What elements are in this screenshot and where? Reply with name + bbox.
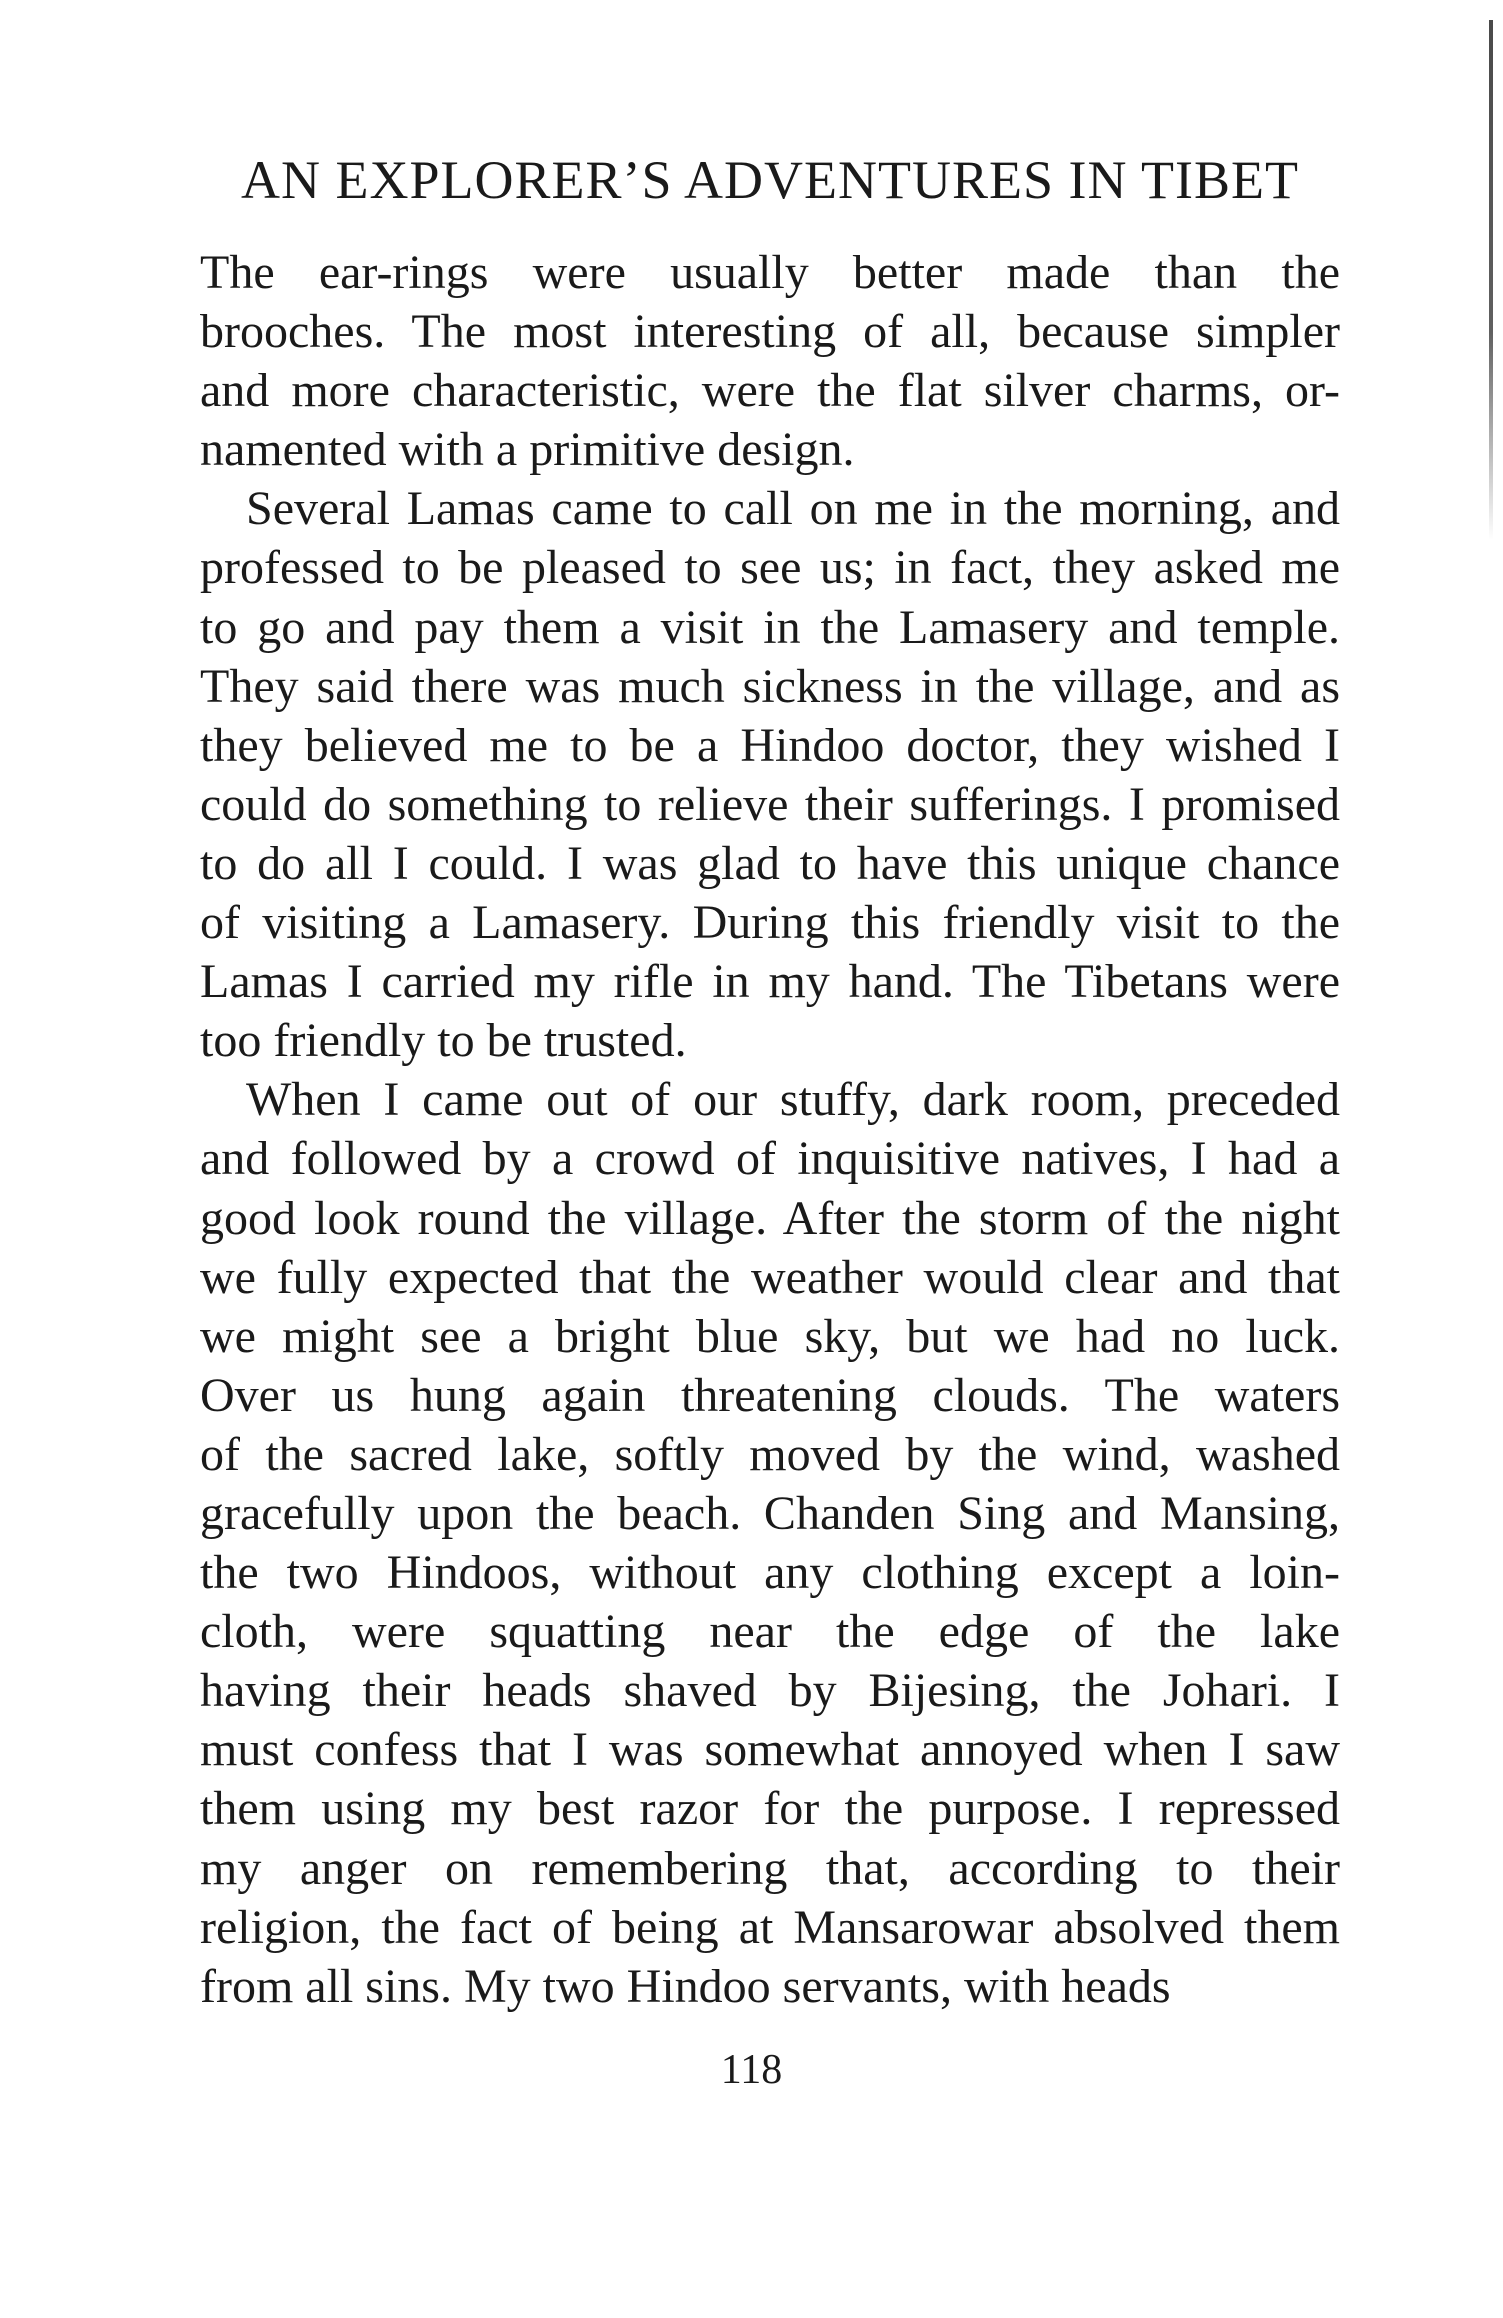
text-line: we might see a bright blue sky, but we had no luck. [200,1309,1340,1363]
page-edge-shadow [1489,20,1493,540]
text-line: Several Lamas came to call on me in the morning, and [246,482,1340,536]
text-line: they believed me to be a Hindoo doctor, they wished I [200,718,1340,772]
text-line: gracefully upon the beach. Chanden Sing and Mansing, [200,1486,1340,1540]
text-line: the two Hindoos, without any clothing except a loin- [200,1546,1340,1600]
text-line: of the sacred lake, softly moved by the wind, washed [200,1427,1340,1481]
text-line: When I came out of our stuffy, dark room, preceded [246,1073,1340,1127]
text-line: namented with a primitive design. [200,423,855,477]
text-line: of visiting a Lamasery. During this friendly visit to the [200,896,1340,950]
paragraph [200,1070,1340,2016]
text-line: brooches. The most interesting of all, because simpler [200,305,1340,359]
text-line: and more characteristic, were the flat silver charms, or- [200,364,1340,418]
text-line: They said there was much sickness in the village, and as [200,659,1340,713]
running-head: AN EXPLORER’S ADVENTURES IN TIBET [241,150,1299,210]
text-line: them using my best razor for the purpose. I repressed [200,1782,1340,1836]
text-line: Over us hung again threatening clouds. The waters [200,1368,1340,1422]
text-line: professed to be pleased to see us; in fact, they asked me [200,541,1340,595]
text-line: to do all I could. I was glad to have this unique chance [200,836,1340,890]
paragraph [200,243,1340,479]
paragraph [200,479,1340,1070]
text-line: cloth, were squatting near the edge of the lake [200,1605,1340,1659]
text-line: and followed by a crowd of inquisitive natives, I had a [200,1132,1340,1186]
text-line: too friendly to be trusted. [200,1014,687,1068]
text-line: from all sins. My two Hindoo servants, with heads [200,1959,1171,2013]
text-line: to go and pay them a visit in the Lamasery and temple. [200,600,1340,654]
body-text [200,243,1340,2016]
text-line: my anger on remembering that, according to their [200,1841,1340,1895]
text-line: we fully expected that the weather would clear and that [200,1250,1340,1304]
text-line: The ear-rings were usually better made than the [200,246,1340,299]
text-line: religion, the fact of being at Mansarowar absolved them [200,1900,1340,1954]
text-line: having their heads shaved by Bijesing, the Johari. I [200,1664,1340,1718]
text-line: good look round the village. After the storm of the night [200,1191,1340,1245]
text-line: could do something to relieve their sufferings. I promised [200,777,1340,831]
page-number: 118 [720,2047,783,2093]
text-line: must confess that I was somewhat annoyed when I saw [200,1723,1340,1777]
text-line: Lamas I carried my rifle in my hand. The Tibetans were [200,955,1340,1009]
